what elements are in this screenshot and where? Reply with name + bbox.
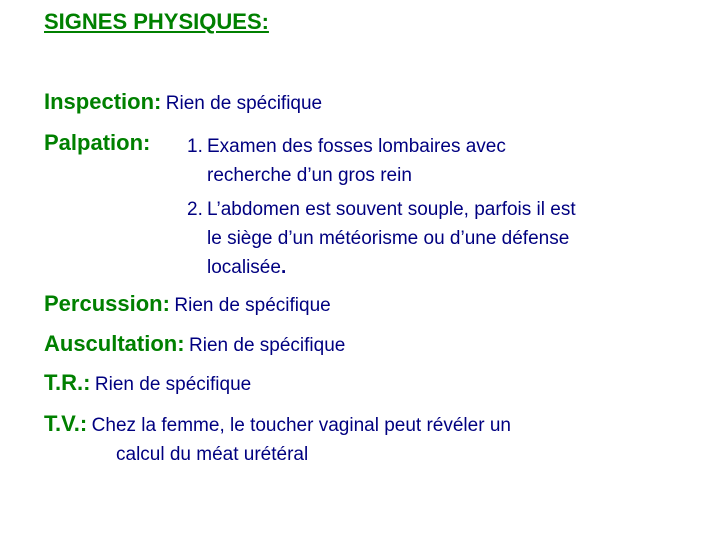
tv-text-line-1: Chez la femme, le toucher vaginal peut révéler un [91, 415, 511, 436]
percussion-label: Percussion: [44, 291, 170, 316]
inspection-label: Inspection: [44, 89, 162, 114]
auscultation-row [44, 331, 345, 357]
percussion-row [44, 291, 331, 317]
palpation-point-2-line-1: L’abdomen est souvent souple, parfois il est [207, 199, 576, 220]
palpation-label: Palpation: [44, 130, 151, 155]
auscultation-label: Auscultation: [44, 331, 185, 356]
tr-text: Rien de spécifique [94, 374, 252, 395]
inspection-row [44, 89, 322, 115]
inspection-text: Rien de spécifique [165, 93, 323, 114]
palpation-point-2-number: 2. [187, 199, 203, 220]
palpation-point-2-line-3-text: localisée [207, 257, 281, 278]
tr-row [44, 370, 251, 396]
palpation-point-1-number: 1. [187, 136, 203, 157]
tv-text-line-2: calcul du méat urétéral [116, 444, 309, 465]
palpation-point-1-line-2: recherche d’un gros rein [207, 165, 412, 186]
palpation-point-1 [207, 132, 506, 190]
palpation-row [44, 130, 150, 156]
palpation-point-2-end-mark: . [280, 257, 287, 278]
tv-label: T.V.: [44, 411, 88, 436]
slide-title: SIGNES PHYSIQUES: [44, 9, 269, 34]
percussion-text: Rien de spécifique [174, 295, 331, 316]
tv-row [44, 411, 511, 437]
palpation-point-2-line-2: le siège d’un météorisme ou d’une défense [207, 228, 570, 249]
palpation-point-1-line-1: Examen des fosses lombaires avec [207, 136, 506, 157]
auscultation-text: Rien de spécifique [189, 335, 346, 356]
tr-label: T.R.: [44, 370, 91, 395]
palpation-point-2-line-3 [207, 253, 576, 282]
palpation-point-2 [207, 195, 576, 282]
